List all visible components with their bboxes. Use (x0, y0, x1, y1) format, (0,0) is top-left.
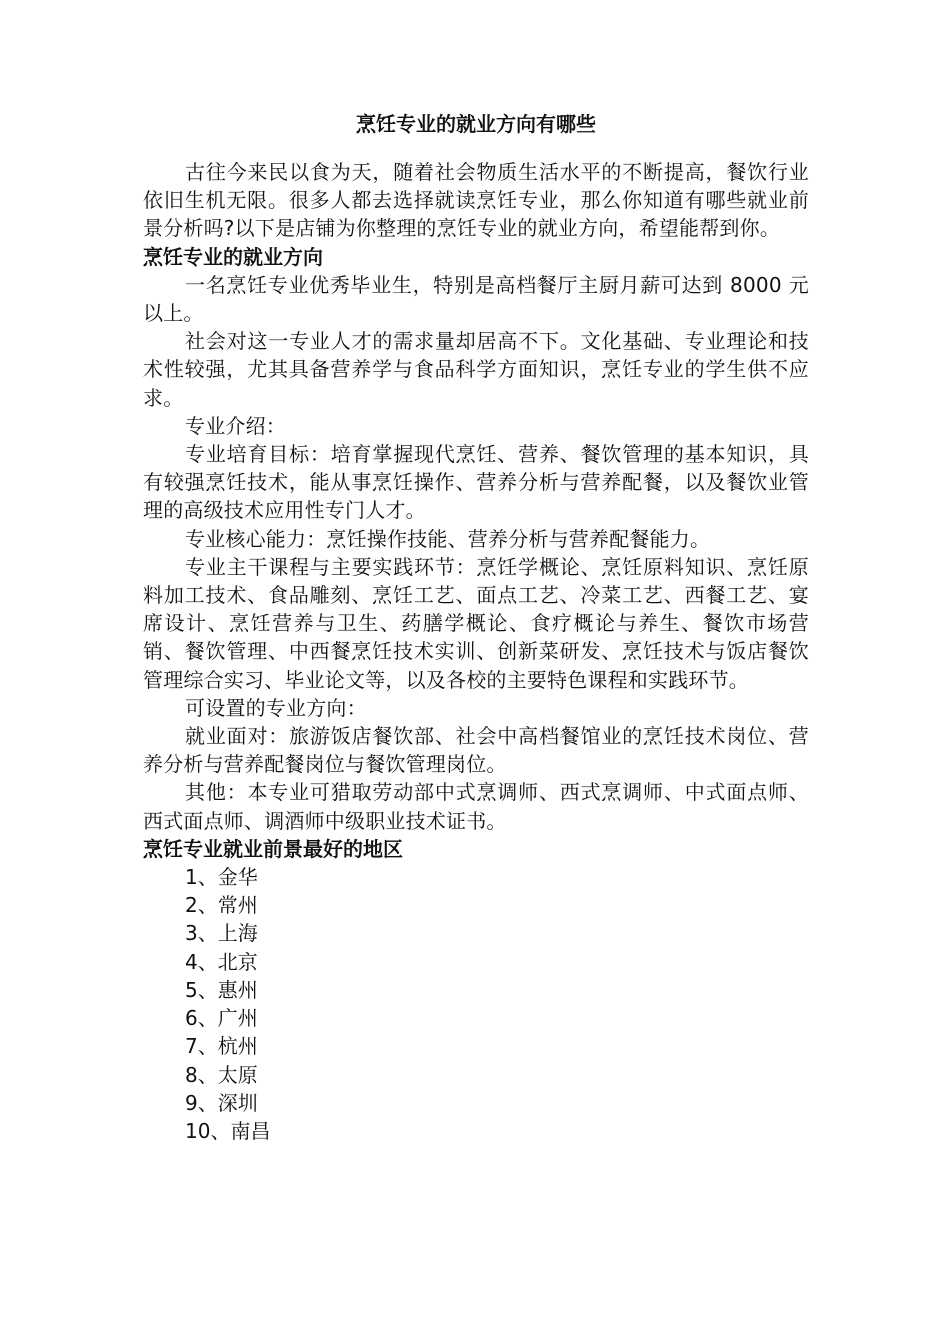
paragraph: 可设置的专业方向： (185, 695, 367, 720)
intro-paragraph: 古往今来民以食为天，随着社会物质生活水平的不断提高，餐饮行业依旧生机无限。很多人都去选择就读烹饪专业，那么你知道有哪些就业前景分析吗?以下是店铺为你整理的烹饪专业的就业方向，希望能帮到你。 (143, 160, 809, 241)
document-page (143, 110, 809, 1145)
list-item: 5、惠州 (185, 977, 258, 1002)
paragraph: 其他：本专业可猎取劳动部中式烹调师、西式烹调师、中式面点师、西式面点师、调酒师中级职业技术证书。 (143, 780, 809, 833)
paragraph: 专业介绍： (185, 413, 286, 438)
list-item: 6、广州 (185, 1006, 258, 1031)
document-title: 烹饪专业的就业方向有哪些 (356, 112, 596, 136)
region-list (143, 863, 809, 1145)
list-item: 3、上海 (185, 921, 258, 946)
list-item: 4、北京 (185, 949, 258, 974)
paragraph: 一名烹饪专业优秀毕业生，特别是高档餐厅主厨月薪可达到 8000 元以上。 (143, 272, 809, 326)
list-item: 9、深圳 (185, 1090, 258, 1115)
paragraph: 专业培育目标：培育掌握现代烹饪、营养、餐饮管理的基本知识，具有较强烹饪技术，能从事烹饪操作、营养分析与营养配餐，以及餐饮业管理的高级技术应用性专门人才。 (143, 442, 809, 523)
paragraph: 就业面对：旅游饭店餐饮部、社会中高档餐馆业的烹饪技术岗位、营养分析与营养配餐岗位与餐饮管理岗位。 (143, 724, 809, 777)
list-item: 2、常州 (185, 893, 258, 918)
list-item: 10、南昌 (185, 1118, 271, 1143)
section-heading-best-regions: 烹饪专业就业前景最好的地区 (143, 836, 403, 861)
list-item: 7、杭州 (185, 1034, 258, 1059)
list-item: 8、太原 (185, 1062, 258, 1087)
paragraph: 专业核心能力：烹饪操作技能、营养分析与营养配餐能力。 (185, 526, 711, 551)
paragraph: 专业主干课程与主要实践环节：烹饪学概论、烹饪原料知识、烹饪原料加工技术、食品雕刻、烹饪工艺、面点工艺、冷菜工艺、西餐工艺、宴席设计、烹饪营养与卫生、药膳学概论、食疗概论与养生、餐饮市场营销、餐饮管理、中西餐烹饪技术实训、创新菜研发、烹饪技术与饭店餐饮管理综合实习、毕业论文等，以及各校的主要特色课程和实践环节。 (143, 554, 809, 692)
list-item: 1、金华 (185, 865, 258, 890)
paragraph: 社会对这一专业人才的需求量却居高不下。文化基础、专业理论和技术性较强，尤其具备营养学与食品科学方面知识，烹饪专业的学生供不应求。 (143, 329, 809, 410)
section-heading-career-direction: 烹饪专业的就业方向 (143, 244, 323, 269)
